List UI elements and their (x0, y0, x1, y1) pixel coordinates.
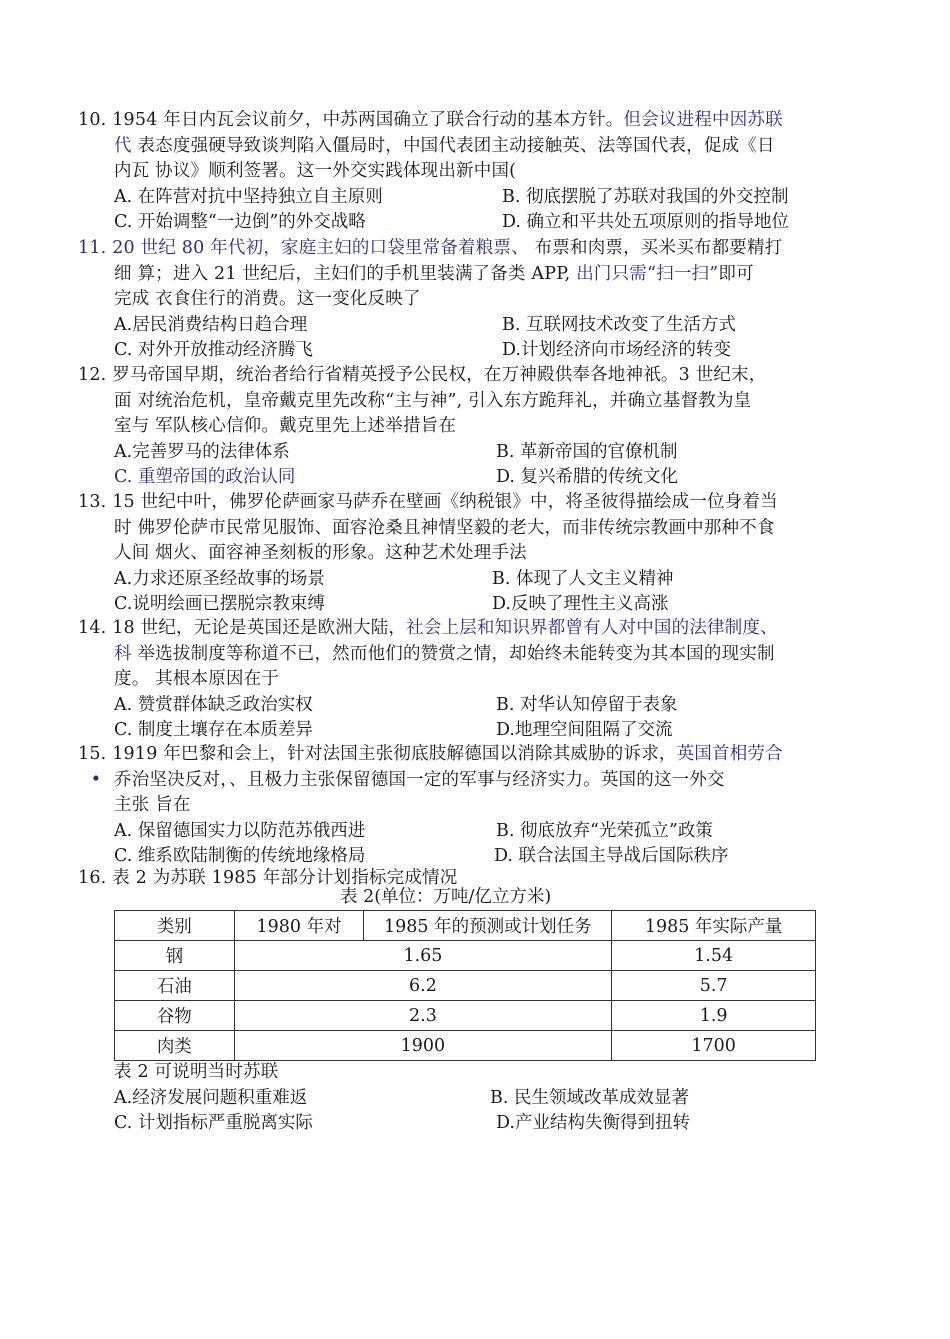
question-11 (78, 236, 878, 364)
q12-option-d: D. 复兴希腊的传统文化 (496, 467, 679, 487)
q11-stem-line-2a: 细 (114, 263, 132, 284)
q10-stem-line-2a: 代 (114, 135, 132, 156)
question-16-options (78, 1060, 878, 1137)
q13-stem-line-3: 人间 烟火、面容神圣刻板的形象。这种艺术处理手法 (114, 543, 527, 563)
q12-option-c: C. 重塑帝国的政治认同 (114, 467, 296, 487)
q16-option-d: D.产业结构失衡得到扭转 (496, 1113, 690, 1133)
table-cell: 1.65 (234, 941, 612, 971)
q10-stem-line-1b: 但会议进程中因苏联 (623, 110, 783, 130)
q12-option-a: A.完善罗马的法律体系 (114, 441, 290, 462)
table-cell: 1.9 (612, 1001, 816, 1031)
q10-stem-line-3: 内瓦 协议》顺利签署。这一外交实践体现出新中国( (114, 161, 517, 181)
table-row (115, 1001, 816, 1031)
q11-stem-line-2b: 算；进入 21 世纪后，主妇们的手机里装满了备类 APP, (137, 263, 571, 284)
q14-stem-line-3: 度。 其根本原因在于 (114, 669, 280, 689)
table-cell: 钢 (115, 941, 235, 971)
question-10 (78, 108, 878, 236)
q10-stem-line-1a: 10. 1954 年日内瓦会议前夕，中苏两国确立了联合行动的基本方针。 (78, 110, 624, 130)
table-row (115, 971, 816, 1001)
q12-option-b: B. 革新帝国的官僚机制 (496, 441, 678, 462)
q12-stem-line-2: 面 对统治危机，皇帝戴克里先改称“主与神”, 引入东方跪拜礼，并确立基督教为皇 (114, 390, 752, 411)
table-cell: 谷物 (115, 1001, 235, 1031)
table-cell: 肉类 (115, 1031, 235, 1061)
q12-stem-line-3: 室与 军队核心信仰。戴克里先上述举措旨在 (114, 416, 457, 436)
table-row (115, 941, 816, 971)
q16-option-a: A.经济发展问题积重难返 (114, 1087, 308, 1108)
question-14 (78, 616, 878, 744)
q14-option-a: A. 赞赏群体缺乏政治实权 (114, 694, 313, 715)
q15-stem-line-2: 乔治坚决反对，、且极力主张保留德国一定的军事与经济实力。英国的这一外交 (114, 769, 725, 790)
table-header-cell: 1985 年的预测或计划任务 (364, 911, 612, 941)
q11-stem-line-2d: 即可 (718, 263, 754, 284)
table-header-cell: 类别 (115, 911, 235, 941)
q14-stem-line-2a: 科 (114, 643, 132, 664)
table-header-cell: 1985 年实际产量 (612, 911, 816, 941)
table-cell: 1700 (612, 1031, 816, 1061)
q11-option-c: C. 对外开放推动经济腾飞 (114, 340, 313, 360)
q11-option-a: A.居民消费结构日趋合理 (114, 314, 308, 335)
q10-option-d: D. 确立和平共处五项原则的指导地位 (502, 212, 790, 232)
table-cell: 2.3 (234, 1001, 612, 1031)
q10-option-a: A. 在阵营对抗中坚持独立自主原则 (114, 186, 383, 207)
q13-option-c: C.说明绘画已摆脱宗教束缚 (114, 594, 325, 614)
q14-option-c: C. 制度土壤存在本质差异 (114, 720, 313, 740)
q11-stem-line-1b: 布票和肉票，买米买布都要精打 (534, 238, 783, 258)
q14-option-d: D.地理空间阻隔了交流 (496, 720, 673, 740)
question-13 (78, 490, 878, 618)
table-cell: 1900 (234, 1031, 612, 1061)
q15-stem-line-3: 主张 旨在 (114, 795, 191, 815)
table-2 (114, 910, 816, 1061)
q13-option-d: D.反映了理性主义高涨 (492, 594, 669, 614)
q16-stem-line-1: 16. 表 2 为苏联 1985 年部分计划指标完成情况 (78, 868, 458, 888)
table-2-caption: 表 2(单位：万吨/亿立方米) (340, 887, 552, 907)
table-cell: 1.54 (612, 941, 816, 971)
q11-option-b: B. 互联网技术改变了生活方式 (502, 314, 736, 335)
q13-option-a: A.力求还原圣经故事的场景 (114, 568, 325, 589)
q13-stem-line-1: 13. 15 世纪中叶，佛罗伦萨画家马萨乔在壁画《纳税银》中，将圣彼得描绘成一位身着当 (78, 492, 778, 512)
q14-stem-line-1a: 14. 18 世纪，无论是英国还是欧洲大陆， (78, 618, 407, 638)
q11-option-d: D.计划经济向市场经济的转变 (502, 340, 731, 360)
q10-option-b: B. 彻底摆脱了苏联对我国的外交控制 (502, 186, 789, 207)
table-cell: 石油 (115, 971, 235, 1001)
table-row (115, 1031, 816, 1061)
q11-stem-line-1a: 11. 20 世纪 80 年代初，家庭主妇的口袋里常备着粮票、 (78, 238, 529, 258)
table-header-cell: 1980 年对 (234, 911, 364, 941)
q13-stem-line-2: 时 佛罗伦萨市民常见服饰、面容沧桑且神情坚毅的老大，而非传统宗教画中那种不食 (114, 517, 775, 538)
q15-stem-line-1b: 英国首相劳合 (676, 744, 783, 764)
table-header-row (115, 911, 816, 941)
question-15 (78, 742, 878, 870)
q13-option-b: B. 体现了人文主义精神 (492, 568, 674, 589)
q10-stem-line-2b: 表态度强硬导致谈判陷入僵局时，中国代表团主动接触英、法等国代表，促成《日 (137, 135, 775, 156)
q15-option-b: B. 彻底放弃“光荣孤立”政策 (496, 820, 713, 841)
q15-option-a: A. 保留德国实力以防范苏俄西进 (114, 820, 366, 841)
q14-stem-line-2b: 举选拔制度等称道不已，然而他们的赞赏之情，却始终未能转变为其本国的现实制 (137, 643, 775, 664)
table-cell: 5.7 (612, 971, 816, 1001)
q15-option-d: D. 联合法国主导战后国际秩序 (494, 846, 729, 866)
table-cell: 6.2 (234, 971, 612, 1001)
q14-option-b: B. 对华认知停留于表象 (496, 694, 678, 715)
q16-option-c: C. 计划指标严重脱离实际 (114, 1113, 313, 1133)
q16-question-stem: 表 2 可说明当时苏联 (114, 1062, 279, 1082)
q15-stem-line-1a: 15. 1919 年巴黎和会上，针对法国主张彻底肢解德国以消除其威胁的诉求， (78, 744, 677, 764)
q15-bullet-dot: • (90, 769, 102, 790)
q10-option-c: C. 开始调整“一边倒”的外交战略 (114, 212, 366, 232)
q12-stem-line-1: 12. 罗马帝国早期，统治者给行省精英授予公民权，在万神殿供奉各地神祇。3 世纪末， (78, 365, 767, 385)
q15-option-c: C. 维系欧陆制衡的传统地缘格局 (114, 846, 366, 866)
q14-stem-line-1b: 社会上层和知识界都曾有人对中国的法律制度、 (406, 618, 778, 638)
q16-option-b: B. 民生领域改革成效显著 (490, 1087, 689, 1108)
question-12 (78, 363, 878, 491)
q11-stem-line-2c: 出门只需“扫一扫” (576, 263, 719, 284)
q11-stem-line-3: 完成 衣食住行的消费。这一变化反映了 (114, 289, 421, 309)
